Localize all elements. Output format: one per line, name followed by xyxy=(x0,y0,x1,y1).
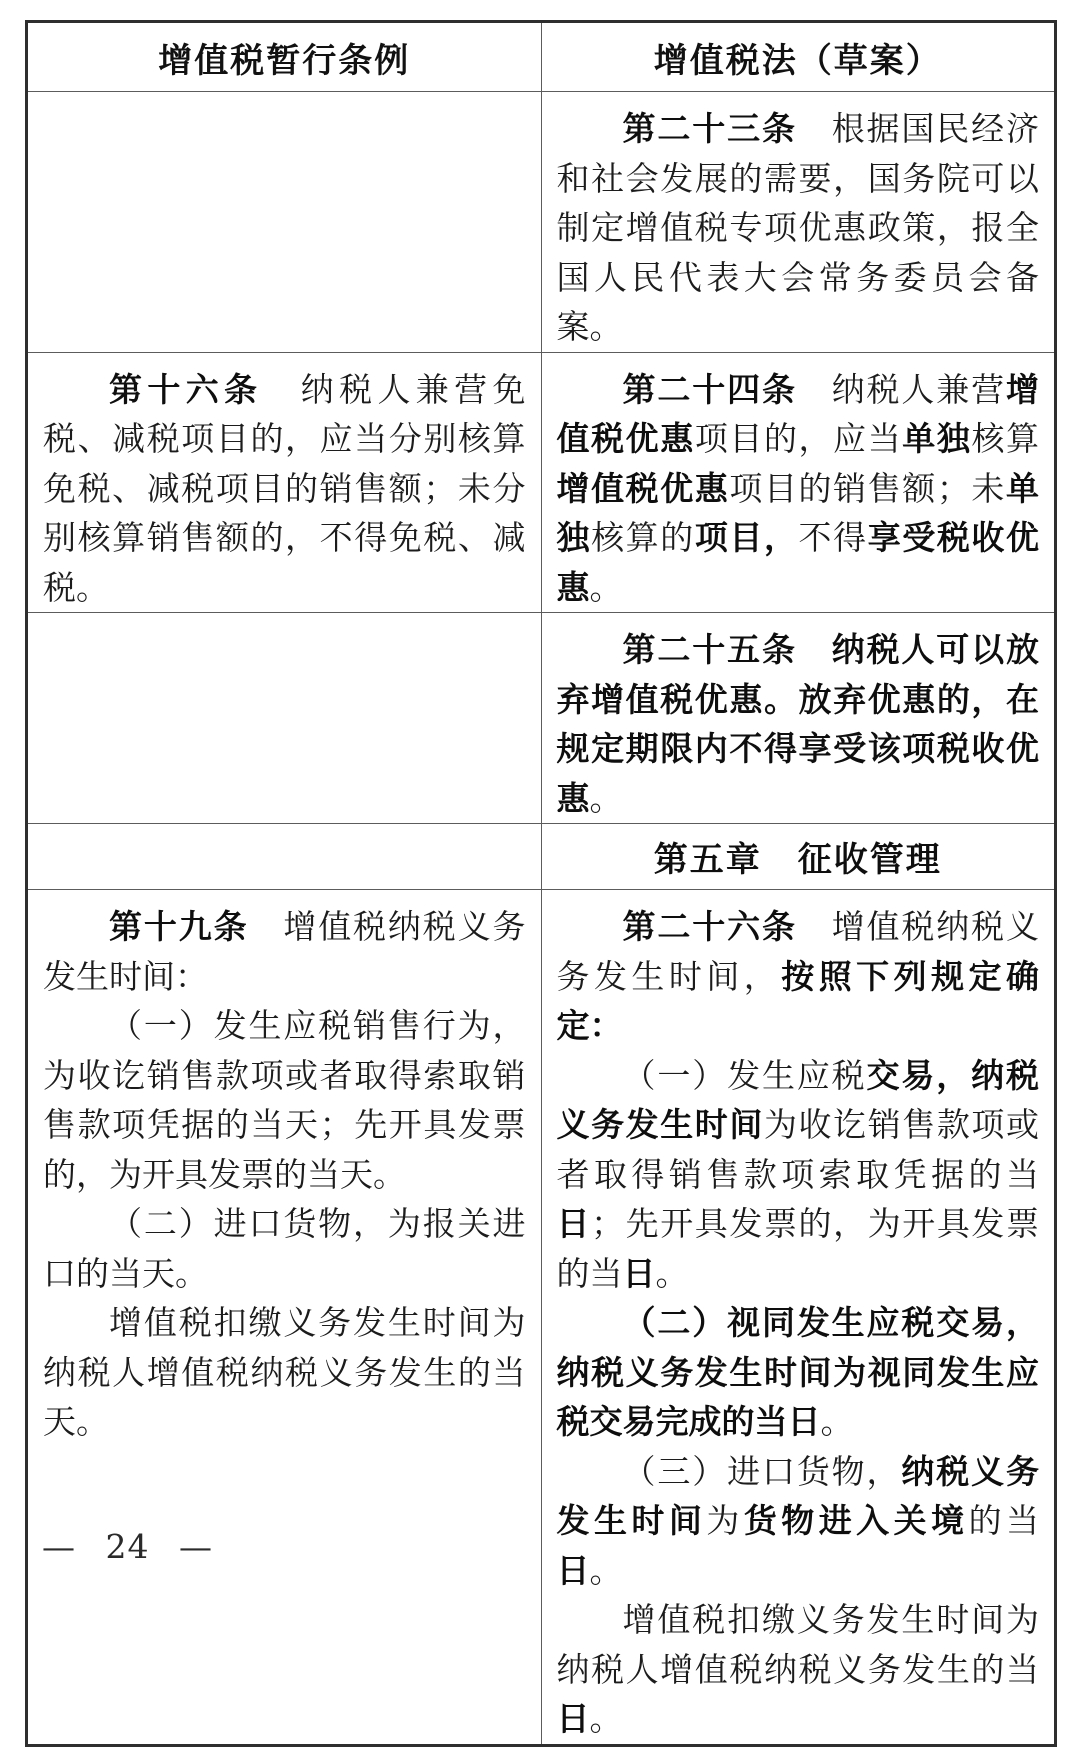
text-segment: 第五章 征收管理 xyxy=(653,840,942,880)
table-row xyxy=(27,92,1056,353)
text-segment: 第二十五条 xyxy=(622,630,797,669)
text-segment: 单独 xyxy=(556,468,1040,557)
law-paragraph xyxy=(557,1298,1040,1447)
text-segment: 核算 xyxy=(971,419,1040,458)
law-paragraph xyxy=(43,902,526,1001)
header-row xyxy=(27,22,1056,92)
cell-draft-law xyxy=(541,352,1056,613)
text-segment: 。 xyxy=(589,778,623,818)
text-segment: 纳税义务发生时间 xyxy=(556,1451,1040,1540)
text-segment: （二）视同发生应税交易，纳税义务发生时间为视同发生应税交易完成的当日 xyxy=(556,1303,1039,1441)
text-segment: 日 xyxy=(622,1253,656,1293)
text-segment: 纳税人可以放弃增值税优惠。放弃优惠的，在规定期限内不得享受该项税收优惠 xyxy=(556,630,1040,818)
text-segment: 。 xyxy=(655,1253,689,1293)
cell-draft-law xyxy=(541,890,1056,1746)
text-segment: 交易，纳税义务发生时间 xyxy=(556,1055,1040,1144)
text-segment: 项目的销售额；未 xyxy=(729,468,1007,508)
text-segment: 核算的 xyxy=(591,518,695,557)
chapter-heading xyxy=(557,836,1040,886)
text-segment: 。 xyxy=(589,567,623,607)
text-segment: 不得 xyxy=(798,518,868,557)
text-segment: 为 xyxy=(706,1501,744,1540)
law-paragraph xyxy=(43,1298,526,1447)
text-segment: 增值税优惠 xyxy=(556,468,730,508)
text-segment: 增值税扣缴义务发生时间为纳税人增值税纳税义务发生的当 xyxy=(556,1600,1039,1689)
law-paragraph xyxy=(557,1051,1040,1299)
text-segment: 第二十四条 xyxy=(622,369,797,409)
text-segment: 第十六条 xyxy=(109,369,263,409)
cell-regulation xyxy=(27,92,542,353)
text-segment: （一）发生应税销售行为，为收讫销售款项或者取得索取销售款项凭据的当天；先开具发票的，为开具发票的当天。 xyxy=(43,1006,526,1194)
law-paragraph xyxy=(43,1001,526,1199)
law-paragraph xyxy=(557,902,1040,1051)
text-segment: 。 xyxy=(589,1699,623,1738)
page-number: — 24 — xyxy=(42,1527,213,1566)
law-paragraph xyxy=(43,365,526,613)
cell-regulation xyxy=(27,890,542,1746)
text-segment: 日 xyxy=(556,1699,590,1738)
cell-regulation xyxy=(27,613,542,824)
text-segment: 享受税收优惠 xyxy=(556,518,1040,607)
cell-draft-law xyxy=(541,613,1056,824)
text-segment: 增值税优惠 xyxy=(556,369,1040,458)
law-paragraph xyxy=(557,1595,1040,1744)
text-segment: 项目的，应当 xyxy=(694,419,903,458)
law-paragraph xyxy=(557,1447,1040,1596)
table-row xyxy=(27,824,1056,890)
text-segment: 为收讫销售款项或者取得销售款项索取凭据的当 xyxy=(556,1105,1040,1194)
text-segment: 纳税人兼营免税、减税项目的，应当分别核算免税、减税项目的销售额；未分别核算销售额的，不得免税、减税。 xyxy=(43,369,526,607)
text-segment: 第二十六条 xyxy=(622,907,797,946)
law-paragraph xyxy=(557,104,1040,352)
law-paragraph xyxy=(557,365,1040,613)
text-segment: 货物进入关境 xyxy=(743,1501,969,1540)
cell-draft-law xyxy=(541,92,1056,353)
table-row xyxy=(27,890,1056,1746)
text-segment: 第二十三条 xyxy=(622,109,797,148)
column-header-draft-law: 增值税法（草案） xyxy=(541,22,1056,92)
text-segment: （三）进口货物， xyxy=(622,1451,902,1491)
text-segment: 项目， xyxy=(694,518,799,557)
cell-draft-law xyxy=(541,824,1056,890)
text-segment: 。 xyxy=(820,1402,854,1441)
column-header-regulation: 增值税暂行条例 xyxy=(27,22,542,92)
text-segment: 按照下列规定确定： xyxy=(556,956,1040,1045)
text-segment: 第十九条 xyxy=(109,907,249,946)
text-segment: 日 xyxy=(556,1204,592,1243)
text-segment: 的当 xyxy=(968,1501,1040,1540)
table-body xyxy=(27,92,1056,1746)
law-paragraph xyxy=(43,1199,526,1298)
text-segment: 单独 xyxy=(902,419,972,458)
table-row xyxy=(27,352,1056,613)
text-segment: 增值税扣缴义务发生时间为纳税人增值税纳税义务发生的当天。 xyxy=(43,1303,526,1441)
text-segment: 日 xyxy=(556,1550,590,1590)
text-segment: （一）发生应税 xyxy=(622,1055,867,1095)
cell-regulation xyxy=(27,824,542,890)
cell-regulation xyxy=(27,352,542,613)
text-segment: （二）进口货物，为报关进口的当天。 xyxy=(43,1204,526,1293)
text-segment: 根据国民经济和社会发展的需要，国务院可以制定增值税专项优惠政策，报全国人民代表大会常务委员会备案。 xyxy=(556,109,1040,346)
text-segment: 增值税纳税义务发生时间， xyxy=(556,907,1040,996)
text-segment: ；先开具发票的，为开具发票的当 xyxy=(556,1204,1040,1293)
text-segment xyxy=(797,630,832,669)
text-segment: 。 xyxy=(589,1550,623,1590)
law-paragraph xyxy=(557,625,1040,823)
table-row xyxy=(27,613,1056,824)
vat-comparison-table xyxy=(25,20,1057,1747)
text-segment: 增值税纳税义务发生时间： xyxy=(43,907,526,996)
text-segment: 纳税人兼营 xyxy=(796,369,1007,409)
